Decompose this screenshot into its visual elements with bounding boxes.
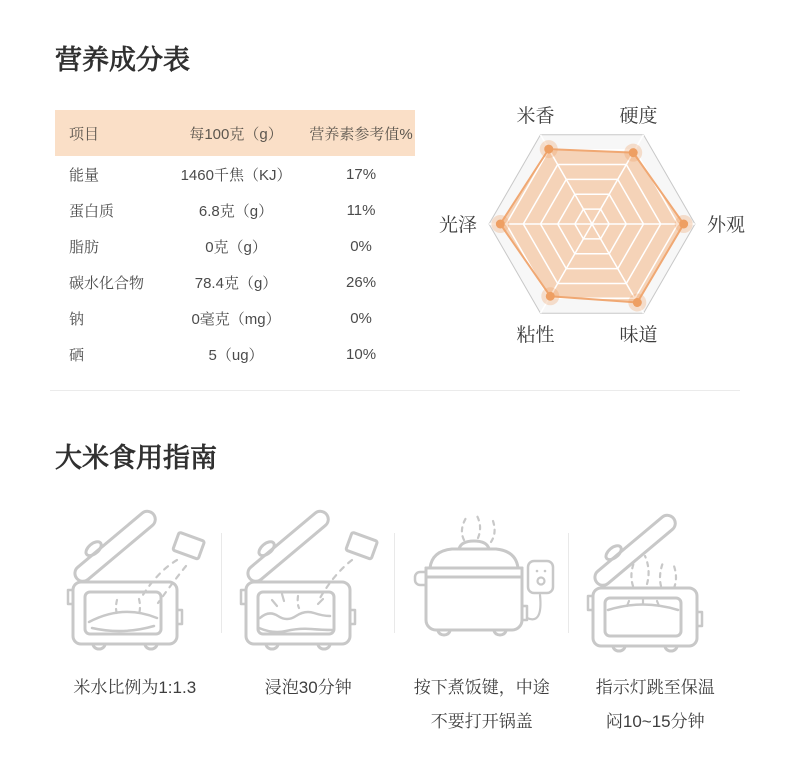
table-row [55, 228, 415, 264]
guide-step-ratio [48, 505, 222, 739]
row-amount: 78.4克（g） [194, 274, 278, 292]
table-row [55, 300, 415, 336]
row-nrv: 17% [346, 165, 377, 183]
nutrition-section-title: 营养成分表 [55, 45, 190, 75]
row-nrv: 26% [346, 273, 377, 291]
section-divider [50, 390, 740, 391]
step-caption-line: 不要打开锅盖 [430, 712, 533, 731]
radar-point [629, 148, 638, 157]
col-header-item: 项目 [55, 110, 165, 156]
row-item: 硒 [69, 346, 85, 364]
radar-point [496, 220, 505, 229]
table-row [55, 336, 415, 372]
row-item: 能量 [69, 166, 100, 184]
step-caption-line: 按下煮饭键，中途 [413, 678, 550, 697]
radar-axis-label: 光泽 [438, 215, 477, 236]
guide-step-soak [222, 505, 396, 739]
row-item: 碳水化合物 [69, 274, 145, 292]
rice-cooker-add-rice-water-icon [55, 506, 215, 656]
radar-point [679, 220, 688, 229]
radar-axis-label: 味道 [619, 325, 658, 347]
cooking-guide-steps [48, 505, 742, 739]
row-nrv: 10% [346, 345, 377, 363]
nutrition-table-header-row [55, 110, 415, 156]
rice-cooker-cooking-icon [402, 506, 562, 656]
row-nrv: 0% [350, 309, 372, 327]
col-header-amount: 每100克（g） [165, 110, 307, 156]
guide-step-keep-warm [569, 505, 743, 739]
radar-point [633, 298, 642, 307]
nutrition-table [55, 110, 415, 372]
row-amount: 1460千焦（KJ） [180, 166, 292, 184]
row-item: 蛋白质 [69, 202, 115, 220]
rice-cooker-soak-icon [228, 506, 388, 656]
table-row [55, 192, 415, 228]
radar-point [546, 292, 555, 301]
radar-axis-label: 粘性 [516, 325, 555, 347]
step-caption-line: 米水比例为1:1.3 [73, 678, 197, 697]
radar-axis-label: 外观 [707, 215, 746, 236]
step-caption-line: 浸泡30分钟 [264, 678, 352, 697]
table-row [55, 264, 415, 300]
row-amount: 6.8克（g） [198, 202, 274, 220]
rice-cooker-keep-warm-icon [575, 506, 735, 656]
radar-chart [430, 95, 775, 355]
row-amount: 5（ug） [208, 346, 264, 364]
row-amount: 0克（g） [205, 238, 267, 256]
row-item: 钠 [69, 310, 85, 328]
col-header-nrv: 营养素参考值% [307, 110, 415, 156]
row-amount: 0毫克（mg） [191, 310, 281, 328]
radar-axis-label: 米香 [516, 105, 555, 127]
radar-axis-label: 硬度 [619, 105, 658, 127]
row-nrv: 0% [350, 237, 372, 255]
table-row [55, 156, 415, 192]
guide-step-cook [395, 505, 569, 739]
row-nrv: 11% [346, 201, 376, 219]
step-caption-line: 闷10~15分钟 [605, 712, 705, 731]
guide-section-title: 大米食用指南 [55, 443, 217, 473]
step-caption-line: 指示灯跳至保温 [595, 678, 715, 697]
row-item: 脂肪 [69, 238, 100, 256]
radar-point [544, 145, 553, 154]
